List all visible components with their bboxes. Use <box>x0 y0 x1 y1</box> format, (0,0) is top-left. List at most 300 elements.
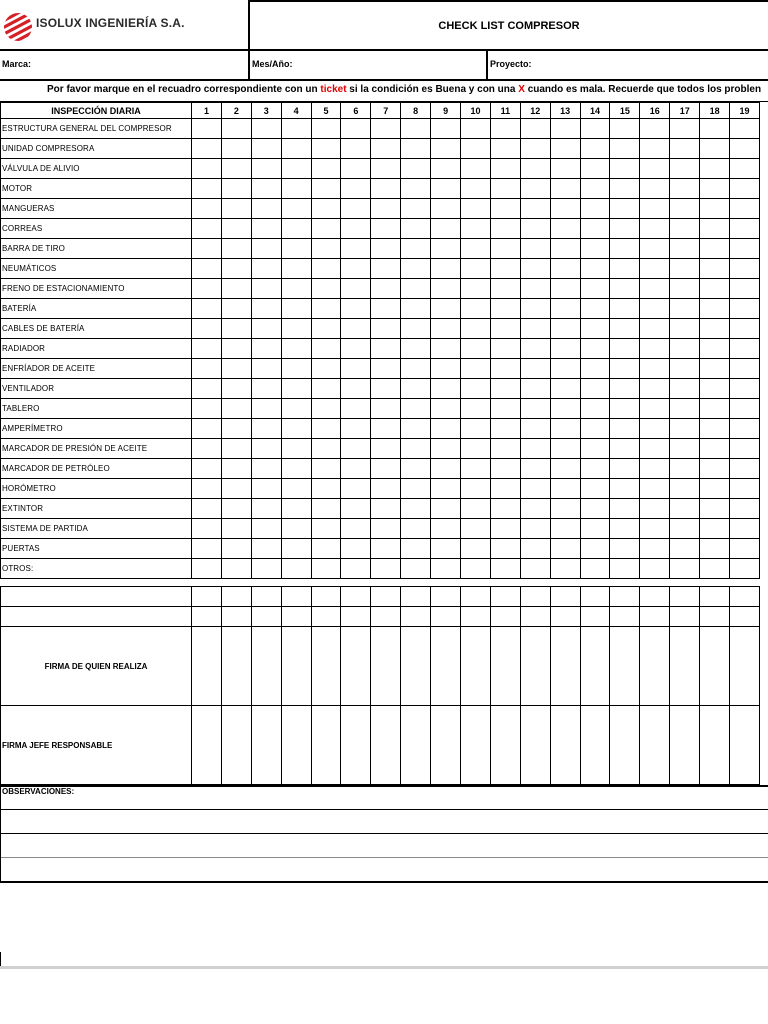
check-cell[interactable] <box>371 479 401 499</box>
check-cell[interactable] <box>371 219 401 239</box>
check-cell[interactable] <box>670 459 700 479</box>
check-cell[interactable] <box>311 607 341 627</box>
observation-line[interactable] <box>1 809 768 810</box>
check-cell[interactable] <box>610 607 640 627</box>
check-cell[interactable] <box>700 239 730 259</box>
check-cell[interactable] <box>221 499 251 519</box>
check-cell[interactable] <box>490 219 520 239</box>
check-cell[interactable] <box>431 607 461 627</box>
check-cell[interactable] <box>371 587 401 607</box>
check-cell[interactable] <box>520 359 550 379</box>
check-cell[interactable] <box>461 239 491 259</box>
signature-cell[interactable] <box>341 706 371 785</box>
check-cell[interactable] <box>401 419 431 439</box>
check-cell[interactable] <box>281 139 311 159</box>
check-cell[interactable] <box>341 359 371 379</box>
signature-cell[interactable] <box>371 627 401 706</box>
check-cell[interactable] <box>610 359 640 379</box>
check-cell[interactable] <box>550 219 580 239</box>
check-cell[interactable] <box>431 587 461 607</box>
check-cell[interactable] <box>520 239 550 259</box>
check-cell[interactable] <box>700 179 730 199</box>
check-cell[interactable] <box>401 199 431 219</box>
check-cell[interactable] <box>251 239 281 259</box>
check-cell[interactable] <box>341 499 371 519</box>
signature-cell[interactable] <box>730 627 760 706</box>
item-label-blank[interactable] <box>1 607 192 627</box>
check-cell[interactable] <box>520 539 550 559</box>
signature-cell[interactable] <box>550 627 580 706</box>
signature-cell[interactable] <box>490 706 520 785</box>
check-cell[interactable] <box>730 279 760 299</box>
check-cell[interactable] <box>610 587 640 607</box>
check-cell[interactable] <box>461 139 491 159</box>
project-field[interactable] <box>488 51 768 79</box>
check-cell[interactable] <box>461 299 491 319</box>
check-cell[interactable] <box>221 159 251 179</box>
check-cell[interactable] <box>371 279 401 299</box>
check-cell[interactable] <box>311 379 341 399</box>
check-cell[interactable] <box>251 159 281 179</box>
check-cell[interactable] <box>640 299 670 319</box>
check-cell[interactable] <box>670 607 700 627</box>
check-cell[interactable] <box>401 119 431 139</box>
check-cell[interactable] <box>311 239 341 259</box>
check-cell[interactable] <box>700 319 730 339</box>
check-cell[interactable] <box>730 239 760 259</box>
check-cell[interactable] <box>730 139 760 159</box>
month-year-field[interactable] <box>250 51 488 79</box>
check-cell[interactable] <box>490 399 520 419</box>
check-cell[interactable] <box>371 199 401 219</box>
check-cell[interactable] <box>192 239 222 259</box>
check-cell[interactable] <box>281 239 311 259</box>
check-cell[interactable] <box>401 319 431 339</box>
check-cell[interactable] <box>221 479 251 499</box>
check-cell[interactable] <box>221 379 251 399</box>
check-cell[interactable] <box>550 319 580 339</box>
check-cell[interactable] <box>341 219 371 239</box>
check-cell[interactable] <box>461 259 491 279</box>
check-cell[interactable] <box>730 479 760 499</box>
check-cell[interactable] <box>610 119 640 139</box>
check-cell[interactable] <box>640 159 670 179</box>
check-cell[interactable] <box>550 459 580 479</box>
check-cell[interactable] <box>192 359 222 379</box>
check-cell[interactable] <box>341 479 371 499</box>
check-cell[interactable] <box>700 279 730 299</box>
signature-cell[interactable] <box>401 627 431 706</box>
check-cell[interactable] <box>371 607 401 627</box>
check-cell[interactable] <box>341 519 371 539</box>
check-cell[interactable] <box>670 479 700 499</box>
check-cell[interactable] <box>730 419 760 439</box>
check-cell[interactable] <box>520 587 550 607</box>
check-cell[interactable] <box>730 159 760 179</box>
check-cell[interactable] <box>610 539 640 559</box>
check-cell[interactable] <box>431 559 461 579</box>
check-cell[interactable] <box>251 559 281 579</box>
check-cell[interactable] <box>311 179 341 199</box>
check-cell[interactable] <box>550 519 580 539</box>
signature-cell[interactable] <box>371 706 401 785</box>
check-cell[interactable] <box>281 159 311 179</box>
check-cell[interactable] <box>461 359 491 379</box>
check-cell[interactable] <box>610 559 640 579</box>
check-cell[interactable] <box>341 459 371 479</box>
check-cell[interactable] <box>401 607 431 627</box>
check-cell[interactable] <box>371 119 401 139</box>
signature-cell[interactable] <box>281 706 311 785</box>
check-cell[interactable] <box>371 259 401 279</box>
observation-line[interactable] <box>1 785 768 787</box>
check-cell[interactable] <box>700 379 730 399</box>
check-cell[interactable] <box>192 539 222 559</box>
check-cell[interactable] <box>371 379 401 399</box>
check-cell[interactable] <box>371 459 401 479</box>
check-cell[interactable] <box>221 139 251 159</box>
check-cell[interactable] <box>401 519 431 539</box>
check-cell[interactable] <box>640 279 670 299</box>
check-cell[interactable] <box>610 379 640 399</box>
signature-cell[interactable] <box>520 706 550 785</box>
check-cell[interactable] <box>640 419 670 439</box>
check-cell[interactable] <box>490 439 520 459</box>
check-cell[interactable] <box>401 559 431 579</box>
check-cell[interactable] <box>221 459 251 479</box>
check-cell[interactable] <box>281 439 311 459</box>
check-cell[interactable] <box>281 259 311 279</box>
check-cell[interactable] <box>640 339 670 359</box>
check-cell[interactable] <box>221 179 251 199</box>
check-cell[interactable] <box>550 159 580 179</box>
check-cell[interactable] <box>670 239 700 259</box>
check-cell[interactable] <box>401 587 431 607</box>
check-cell[interactable] <box>341 399 371 419</box>
check-cell[interactable] <box>700 559 730 579</box>
signature-cell[interactable] <box>221 706 251 785</box>
check-cell[interactable] <box>640 439 670 459</box>
check-cell[interactable] <box>251 279 281 299</box>
check-cell[interactable] <box>371 419 401 439</box>
check-cell[interactable] <box>580 587 610 607</box>
check-cell[interactable] <box>640 119 670 139</box>
check-cell[interactable] <box>490 279 520 299</box>
check-cell[interactable] <box>520 339 550 359</box>
signature-cell[interactable] <box>192 706 222 785</box>
check-cell[interactable] <box>281 607 311 627</box>
check-cell[interactable] <box>341 179 371 199</box>
signature-cell[interactable] <box>401 706 431 785</box>
check-cell[interactable] <box>461 319 491 339</box>
check-cell[interactable] <box>461 607 491 627</box>
check-cell[interactable] <box>192 259 222 279</box>
check-cell[interactable] <box>520 607 550 627</box>
check-cell[interactable] <box>461 399 491 419</box>
check-cell[interactable] <box>640 539 670 559</box>
check-cell[interactable] <box>730 219 760 239</box>
check-cell[interactable] <box>520 419 550 439</box>
check-cell[interactable] <box>670 359 700 379</box>
check-cell[interactable] <box>221 259 251 279</box>
signature-cell[interactable] <box>431 706 461 785</box>
check-cell[interactable] <box>670 299 700 319</box>
check-cell[interactable] <box>221 279 251 299</box>
check-cell[interactable] <box>401 299 431 319</box>
check-cell[interactable] <box>221 119 251 139</box>
check-cell[interactable] <box>580 199 610 219</box>
check-cell[interactable] <box>281 539 311 559</box>
check-cell[interactable] <box>730 587 760 607</box>
check-cell[interactable] <box>281 299 311 319</box>
check-cell[interactable] <box>281 199 311 219</box>
check-cell[interactable] <box>700 119 730 139</box>
check-cell[interactable] <box>640 559 670 579</box>
check-cell[interactable] <box>221 439 251 459</box>
check-cell[interactable] <box>431 539 461 559</box>
check-cell[interactable] <box>700 539 730 559</box>
check-cell[interactable] <box>640 379 670 399</box>
check-cell[interactable] <box>520 119 550 139</box>
check-cell[interactable] <box>221 239 251 259</box>
check-cell[interactable] <box>371 239 401 259</box>
brand-field[interactable] <box>0 51 250 79</box>
check-cell[interactable] <box>580 607 610 627</box>
check-cell[interactable] <box>610 339 640 359</box>
check-cell[interactable] <box>431 299 461 319</box>
check-cell[interactable] <box>341 159 371 179</box>
check-cell[interactable] <box>670 519 700 539</box>
check-cell[interactable] <box>221 559 251 579</box>
check-cell[interactable] <box>670 439 700 459</box>
check-cell[interactable] <box>461 559 491 579</box>
check-cell[interactable] <box>431 339 461 359</box>
check-cell[interactable] <box>610 179 640 199</box>
check-cell[interactable] <box>490 319 520 339</box>
check-cell[interactable] <box>251 519 281 539</box>
check-cell[interactable] <box>251 479 281 499</box>
check-cell[interactable] <box>401 459 431 479</box>
check-cell[interactable] <box>490 179 520 199</box>
check-cell[interactable] <box>580 499 610 519</box>
check-cell[interactable] <box>401 339 431 359</box>
check-cell[interactable] <box>251 459 281 479</box>
signature-cell[interactable] <box>490 627 520 706</box>
check-cell[interactable] <box>490 499 520 519</box>
check-cell[interactable] <box>520 459 550 479</box>
check-cell[interactable] <box>550 439 580 459</box>
check-cell[interactable] <box>401 399 431 419</box>
check-cell[interactable] <box>371 159 401 179</box>
check-cell[interactable] <box>610 419 640 439</box>
signature-cell[interactable] <box>610 706 640 785</box>
signature-cell[interactable] <box>550 706 580 785</box>
check-cell[interactable] <box>192 559 222 579</box>
signature-cell[interactable] <box>311 627 341 706</box>
check-cell[interactable] <box>730 499 760 519</box>
check-cell[interactable] <box>251 399 281 419</box>
check-cell[interactable] <box>311 399 341 419</box>
check-cell[interactable] <box>580 279 610 299</box>
check-cell[interactable] <box>192 519 222 539</box>
check-cell[interactable] <box>251 499 281 519</box>
check-cell[interactable] <box>341 339 371 359</box>
check-cell[interactable] <box>610 479 640 499</box>
signature-cell[interactable] <box>730 706 760 785</box>
check-cell[interactable] <box>700 219 730 239</box>
check-cell[interactable] <box>610 259 640 279</box>
check-cell[interactable] <box>431 499 461 519</box>
check-cell[interactable] <box>520 299 550 319</box>
check-cell[interactable] <box>251 539 281 559</box>
observation-line[interactable] <box>1 857 768 858</box>
check-cell[interactable] <box>550 539 580 559</box>
check-cell[interactable] <box>580 379 610 399</box>
check-cell[interactable] <box>251 359 281 379</box>
check-cell[interactable] <box>550 239 580 259</box>
check-cell[interactable] <box>461 119 491 139</box>
check-cell[interactable] <box>730 559 760 579</box>
check-cell[interactable] <box>461 159 491 179</box>
signature-cell[interactable] <box>610 627 640 706</box>
check-cell[interactable] <box>311 559 341 579</box>
check-cell[interactable] <box>431 459 461 479</box>
check-cell[interactable] <box>192 459 222 479</box>
check-cell[interactable] <box>311 499 341 519</box>
check-cell[interactable] <box>640 399 670 419</box>
check-cell[interactable] <box>461 539 491 559</box>
check-cell[interactable] <box>550 299 580 319</box>
check-cell[interactable] <box>730 319 760 339</box>
check-cell[interactable] <box>251 339 281 359</box>
check-cell[interactable] <box>401 259 431 279</box>
signature-cell[interactable] <box>640 627 670 706</box>
check-cell[interactable] <box>550 559 580 579</box>
check-cell[interactable] <box>371 499 401 519</box>
check-cell[interactable] <box>580 519 610 539</box>
check-cell[interactable] <box>192 139 222 159</box>
check-cell[interactable] <box>221 299 251 319</box>
check-cell[interactable] <box>192 319 222 339</box>
signature-cell[interactable] <box>281 627 311 706</box>
check-cell[interactable] <box>520 259 550 279</box>
check-cell[interactable] <box>490 139 520 159</box>
check-cell[interactable] <box>670 319 700 339</box>
check-cell[interactable] <box>550 479 580 499</box>
check-cell[interactable] <box>371 139 401 159</box>
check-cell[interactable] <box>341 379 371 399</box>
check-cell[interactable] <box>341 419 371 439</box>
check-cell[interactable] <box>461 179 491 199</box>
check-cell[interactable] <box>251 179 281 199</box>
check-cell[interactable] <box>490 299 520 319</box>
check-cell[interactable] <box>281 279 311 299</box>
check-cell[interactable] <box>520 279 550 299</box>
check-cell[interactable] <box>580 539 610 559</box>
check-cell[interactable] <box>251 119 281 139</box>
check-cell[interactable] <box>401 239 431 259</box>
check-cell[interactable] <box>550 139 580 159</box>
check-cell[interactable] <box>580 219 610 239</box>
check-cell[interactable] <box>431 159 461 179</box>
check-cell[interactable] <box>580 259 610 279</box>
check-cell[interactable] <box>670 179 700 199</box>
check-cell[interactable] <box>281 499 311 519</box>
check-cell[interactable] <box>311 299 341 319</box>
check-cell[interactable] <box>550 259 580 279</box>
check-cell[interactable] <box>700 519 730 539</box>
check-cell[interactable] <box>311 479 341 499</box>
check-cell[interactable] <box>490 239 520 259</box>
check-cell[interactable] <box>730 259 760 279</box>
check-cell[interactable] <box>610 219 640 239</box>
check-cell[interactable] <box>610 519 640 539</box>
check-cell[interactable] <box>730 359 760 379</box>
signature-cell[interactable] <box>640 706 670 785</box>
check-cell[interactable] <box>610 139 640 159</box>
check-cell[interactable] <box>670 119 700 139</box>
check-cell[interactable] <box>610 499 640 519</box>
check-cell[interactable] <box>730 379 760 399</box>
check-cell[interactable] <box>431 179 461 199</box>
signature-cell[interactable] <box>461 627 491 706</box>
check-cell[interactable] <box>431 359 461 379</box>
check-cell[interactable] <box>670 419 700 439</box>
check-cell[interactable] <box>192 199 222 219</box>
check-cell[interactable] <box>401 159 431 179</box>
check-cell[interactable] <box>490 119 520 139</box>
check-cell[interactable] <box>670 219 700 239</box>
check-cell[interactable] <box>550 499 580 519</box>
check-cell[interactable] <box>520 199 550 219</box>
check-cell[interactable] <box>341 119 371 139</box>
signature-cell[interactable] <box>251 706 281 785</box>
check-cell[interactable] <box>640 587 670 607</box>
check-cell[interactable] <box>192 119 222 139</box>
check-cell[interactable] <box>341 299 371 319</box>
signature-cell[interactable] <box>580 706 610 785</box>
check-cell[interactable] <box>311 587 341 607</box>
check-cell[interactable] <box>580 459 610 479</box>
check-cell[interactable] <box>550 199 580 219</box>
check-cell[interactable] <box>700 339 730 359</box>
check-cell[interactable] <box>730 607 760 627</box>
check-cell[interactable] <box>281 119 311 139</box>
check-cell[interactable] <box>251 259 281 279</box>
check-cell[interactable] <box>192 179 222 199</box>
check-cell[interactable] <box>520 219 550 239</box>
check-cell[interactable] <box>221 319 251 339</box>
check-cell[interactable] <box>371 539 401 559</box>
check-cell[interactable] <box>251 439 281 459</box>
signature-cell[interactable] <box>221 627 251 706</box>
check-cell[interactable] <box>520 559 550 579</box>
observation-line[interactable] <box>1 881 768 883</box>
check-cell[interactable] <box>311 219 341 239</box>
check-cell[interactable] <box>371 519 401 539</box>
check-cell[interactable] <box>221 339 251 359</box>
check-cell[interactable] <box>700 607 730 627</box>
check-cell[interactable] <box>281 479 311 499</box>
check-cell[interactable] <box>640 359 670 379</box>
check-cell[interactable] <box>520 499 550 519</box>
check-cell[interactable] <box>371 439 401 459</box>
check-cell[interactable] <box>192 499 222 519</box>
check-cell[interactable] <box>640 139 670 159</box>
check-cell[interactable] <box>192 587 222 607</box>
check-cell[interactable] <box>610 159 640 179</box>
signature-cell[interactable] <box>192 627 222 706</box>
